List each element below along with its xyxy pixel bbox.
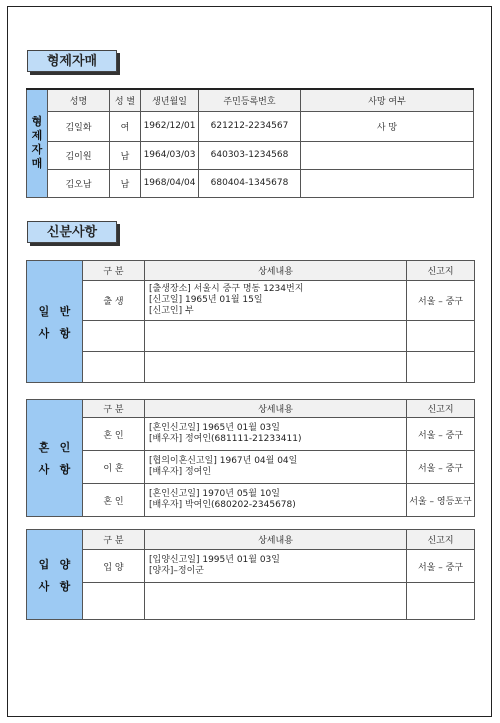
siblings-side-label: 형제자매 bbox=[27, 89, 48, 197]
sibling-gender: 남 bbox=[110, 141, 141, 169]
record-details: [혼인신고일] 1965년 01월 03일 [배우자] 정여인(681111-21233411) bbox=[145, 418, 407, 451]
sibling-death bbox=[301, 141, 474, 169]
column-header: 구 분 bbox=[83, 261, 145, 281]
record-place: 서울 – 중구 bbox=[407, 281, 475, 321]
table-row bbox=[27, 352, 475, 383]
column-header: 성 별 bbox=[110, 89, 141, 111]
record-type: 출 생 bbox=[83, 281, 145, 321]
sibling-name: 김오남 bbox=[48, 169, 110, 197]
table-row bbox=[27, 550, 475, 583]
column-header: 구 분 bbox=[83, 530, 145, 550]
column-header: 생년월일 bbox=[141, 89, 199, 111]
marriage-table bbox=[26, 399, 475, 517]
column-header: 성명 bbox=[48, 89, 110, 111]
sibling-gender: 남 bbox=[110, 169, 141, 197]
record-place: 서울 – 중구 bbox=[407, 451, 475, 484]
table-row bbox=[27, 418, 475, 451]
general-table bbox=[26, 260, 475, 383]
siblings-table bbox=[26, 88, 474, 198]
table-row bbox=[27, 281, 475, 321]
record-details: [출생장소] 서울시 중구 명동 1234번지 [신고일] 1965년 01월 15일 [신고인] 부 bbox=[145, 281, 407, 321]
sibling-id-number: 680404-1345678 bbox=[199, 169, 301, 197]
record-details: [입양신고일] 1995년 01월 03일 [양자]–정이군 bbox=[145, 550, 407, 583]
sibling-birth: 1964/03/03 bbox=[141, 141, 199, 169]
record-type: 입 양 bbox=[83, 550, 145, 583]
table-row bbox=[27, 321, 475, 352]
marriage-side-label: 혼 인 사 항 bbox=[27, 400, 83, 517]
record-place: 서울 – 중구 bbox=[407, 418, 475, 451]
sibling-name: 김이원 bbox=[48, 141, 110, 169]
table-row bbox=[27, 583, 475, 620]
table-row bbox=[27, 111, 474, 141]
column-header: 신고지 bbox=[407, 261, 475, 281]
sibling-id-number: 640303-1234568 bbox=[199, 141, 301, 169]
table-row bbox=[27, 451, 475, 484]
sibling-name: 김일화 bbox=[48, 111, 110, 141]
column-header: 상세내용 bbox=[145, 400, 407, 418]
column-header: 사망 여부 bbox=[301, 89, 474, 111]
status-heading: 신분사항 bbox=[27, 221, 117, 243]
record-type: 이 혼 bbox=[83, 451, 145, 484]
column-header: 신고지 bbox=[407, 400, 475, 418]
general-side-label: 일 반 사 항 bbox=[27, 261, 83, 383]
column-header: 신고지 bbox=[407, 530, 475, 550]
sibling-id-number: 621212-2234567 bbox=[199, 111, 301, 141]
record-type: 혼 인 bbox=[83, 484, 145, 517]
record-details: [협의이혼신고일] 1967년 04월 04일 [배우자] 정여인 bbox=[145, 451, 407, 484]
table-row bbox=[27, 169, 474, 197]
record-place: 서울 – 영등포구 bbox=[407, 484, 475, 517]
table-row bbox=[27, 484, 475, 517]
sibling-gender: 여 bbox=[110, 111, 141, 141]
column-header: 상세내용 bbox=[145, 530, 407, 550]
adoption-table bbox=[26, 529, 475, 620]
record-type: 혼 인 bbox=[83, 418, 145, 451]
sibling-birth: 1962/12/01 bbox=[141, 111, 199, 141]
sibling-birth: 1968/04/04 bbox=[141, 169, 199, 197]
column-header: 주민등록번호 bbox=[199, 89, 301, 111]
record-place: 서울 – 중구 bbox=[407, 550, 475, 583]
siblings-heading: 형제자매 bbox=[27, 50, 117, 72]
sibling-death: 사 망 bbox=[301, 111, 474, 141]
sibling-death bbox=[301, 169, 474, 197]
record-details: [혼인신고일] 1970년 05월 10일 [배우자] 박여인(680202-2345678) bbox=[145, 484, 407, 517]
adoption-side-label: 입 양 사 항 bbox=[27, 530, 83, 620]
table-row bbox=[27, 141, 474, 169]
column-header: 구 분 bbox=[83, 400, 145, 418]
column-header: 상세내용 bbox=[145, 261, 407, 281]
